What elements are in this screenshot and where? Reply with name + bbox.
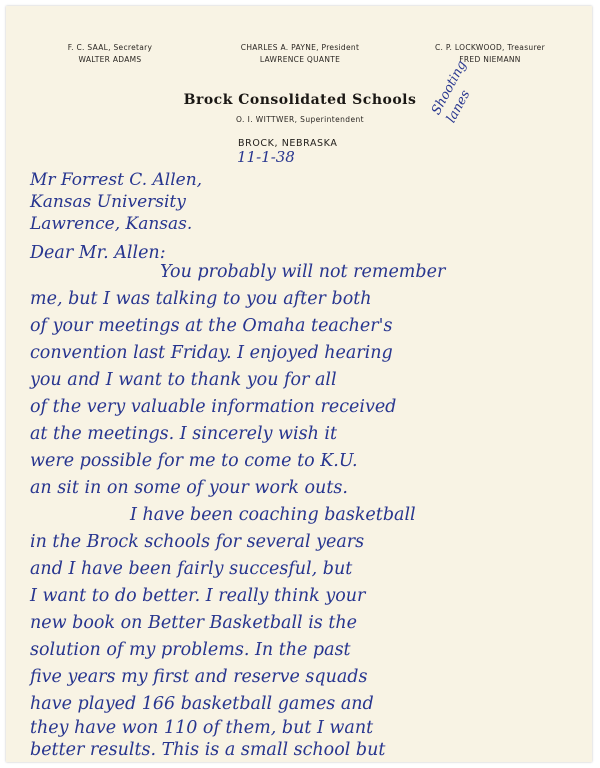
body-line: an sit in on some of your work outs. xyxy=(30,478,348,498)
body-line: of your meetings at the Omaha teacher's xyxy=(30,316,393,336)
body-line: I have been coaching basketball xyxy=(130,505,416,525)
letterhead-treasurer xyxy=(420,42,560,66)
body-line: have played 166 basketball games and xyxy=(30,694,374,714)
treasurer-title: C. P. LOCKWOOD, Treasurer xyxy=(435,43,545,52)
letterhead-place: BROCK, NEBRASKA xyxy=(238,138,338,149)
letterhead-secretary xyxy=(40,42,180,66)
body-line: you and I want to thank you for all xyxy=(30,370,337,390)
body-line: convention last Friday. I enjoyed hearing xyxy=(30,343,393,363)
body-line: of the very valuable information received xyxy=(30,397,397,417)
body-line: in the Brock schools for several years xyxy=(30,532,365,552)
letterhead-president xyxy=(215,42,385,66)
treasurer-name: FRED NIEMANN xyxy=(459,55,521,64)
president-title: CHARLES A. PAYNE, President xyxy=(240,43,360,52)
body-line: solution of my problems. In the past xyxy=(30,640,351,660)
address-line: Mr Forrest C. Allen, xyxy=(30,170,203,190)
salutation: Dear Mr. Allen: xyxy=(30,243,166,263)
superintendent-line: O. I. WITTWER, Superintendent xyxy=(236,115,364,124)
body-line: I want to do better. I really think your xyxy=(30,586,366,606)
body-line: were possible for me to come to K.U. xyxy=(30,451,358,471)
body-line: they have won 110 of them, but I want xyxy=(30,718,374,738)
body-line: You probably will not remember xyxy=(160,262,446,282)
body-line: better results. This is a small school but xyxy=(30,740,386,760)
address-line: Kansas University xyxy=(30,192,186,212)
body-line: five years my first and reserve squads xyxy=(30,667,368,687)
president-name: LAWRENCE QUANTE xyxy=(259,55,341,64)
secretary-name: WALTER ADAMS xyxy=(78,55,142,64)
address-line: Lawrence, Kansas. xyxy=(30,214,193,234)
margin-note: Shooting lanes xyxy=(428,58,474,126)
secretary-title: F. C. SAAL, Secretary xyxy=(67,43,153,52)
body-line: and I have been fairly succesful, but xyxy=(30,559,353,579)
school-name: Brock Consolidated Schools xyxy=(183,92,417,108)
body-line: new book on Better Basketball is the xyxy=(30,613,358,633)
body-line: at the meetings. I sincerely wish it xyxy=(30,424,338,444)
handwritten-date: 11-1-38 xyxy=(237,148,295,166)
body-line: me, but I was talking to you after both xyxy=(30,289,372,309)
